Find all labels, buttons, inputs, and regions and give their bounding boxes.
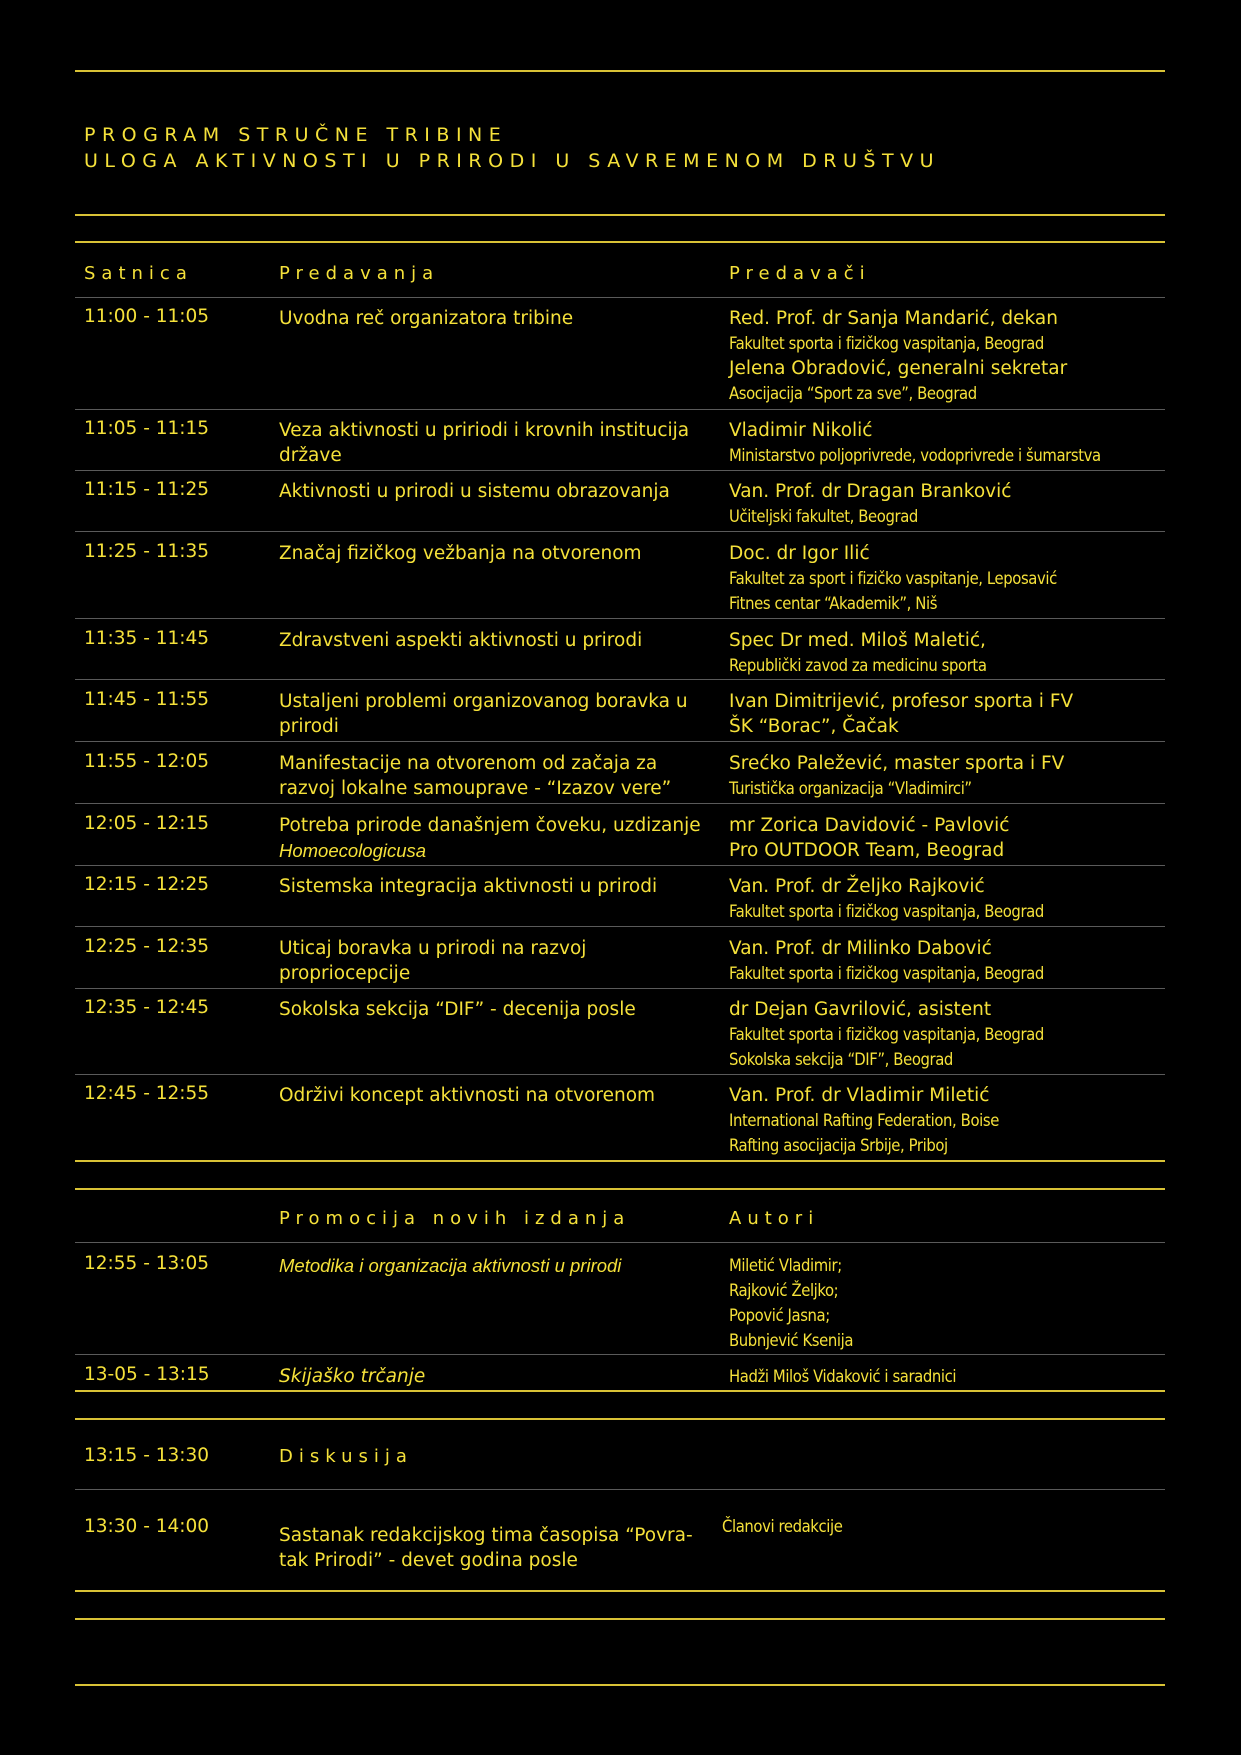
row-divider: [75, 988, 1165, 989]
row-lecture: Uticaj boravka u prirodi na razvoj propriocepcije: [279, 938, 587, 984]
row-speaker: [729, 628, 1169, 678]
row-time: 11:35 - 11:45: [84, 628, 210, 649]
row-lecture: [279, 813, 709, 864]
speaker-affiliation: Republički zavod za medicinu sporta: [729, 656, 987, 675]
row-lecture: Manifestacije na otvorenom od začaja za razvoj lokalne samouprave - “Izazov vere”: [279, 753, 672, 799]
speaker-name: dr Dejan Gavrilović, asistent: [729, 999, 992, 1020]
row-time: 12:35 - 12:45: [84, 997, 210, 1018]
row-speaker: [729, 418, 1169, 468]
speaker-name: Van. Prof. dr Vladimir Miletić: [729, 1085, 990, 1106]
row-speaker: [729, 997, 1169, 1072]
row-divider: [75, 803, 1165, 804]
lecture-italic: Homoecologicusa: [279, 840, 427, 861]
meeting-members: Članovi redakcije: [722, 1517, 843, 1536]
row-divider: [75, 679, 1165, 680]
discussion-time: 13:15 - 13:30: [84, 1445, 210, 1466]
header-speakers: Predavači: [729, 263, 871, 284]
row-divider: [75, 297, 1165, 298]
row-divider: [75, 865, 1165, 866]
lecture-text: Potreba prirode današnjem čoveku, uzdizanje: [279, 815, 701, 836]
row-speaker: [729, 936, 1169, 986]
promo-authors: [729, 1253, 1169, 1353]
speaker-affiliation: Učiteljski fakultet, Beograd: [729, 507, 918, 526]
row-time: 11:45 - 11:55: [84, 689, 210, 710]
divider: [75, 241, 1165, 243]
divider: [75, 1590, 1165, 1592]
author: Miletić Vladimir;: [729, 1256, 842, 1275]
row-time: 11:15 - 11:25: [84, 479, 210, 500]
speaker-affiliation: Fitnes centar “Akademik”, Niš: [729, 594, 938, 613]
header-time: Satnica: [84, 263, 193, 284]
row-lecture: Uvodna reč organizatora tribine: [279, 308, 574, 329]
row-divider: [75, 1489, 1165, 1490]
row-speaker: [729, 1083, 1169, 1158]
program-subtitle: ULOGA AKTIVNOSTI U PRIRODI U SAVREMENOM DRUŠTVU: [84, 150, 940, 172]
promo-time: 13-05 - 13:15: [84, 1364, 210, 1385]
speaker-name: Pro OUTDOOR Team, Beograd: [729, 840, 1005, 861]
row-lecture: Sokolska sekcija “DIF” - decenija posle: [279, 999, 636, 1020]
speaker-affiliation: Ministarstvo poljoprivrede, vodoprivrede i šumarstva: [729, 446, 1101, 465]
speaker-name: Van. Prof. dr Milinko Dabović: [729, 938, 992, 959]
row-divider: [75, 618, 1165, 619]
row-lecture: Veza aktivnosti u pririodi i krovnih institucija države: [279, 420, 690, 466]
promo-time: 12:55 - 13:05: [84, 1253, 210, 1274]
row-divider: [75, 1074, 1165, 1075]
row-divider: [75, 1242, 1165, 1243]
speaker-name: Red. Prof. dr Sanja Mandarić, dekan: [729, 308, 1058, 329]
row-time: 11:05 - 11:15: [84, 418, 210, 439]
author: Popović Jasna;: [729, 1306, 830, 1325]
author: Bubnjević Ksenija: [729, 1331, 854, 1350]
row-lecture: Aktivnosti u prirodi u sistemu obrazovanja: [279, 481, 670, 502]
meeting-title: Sastanak redakcijskog tima časopisa “Povra-tak Prirodi” - devet godina posle: [279, 1525, 693, 1571]
divider: [75, 1160, 1165, 1162]
divider: [75, 1418, 1165, 1420]
speaker-name: Doc. dr Igor Ilić: [729, 543, 870, 564]
row-speaker: [729, 541, 1169, 616]
row-time: 12:45 - 12:55: [84, 1083, 210, 1104]
row-speaker: [729, 306, 1169, 406]
speaker-name: Srećko Paležević, master sporta i FV: [729, 753, 1065, 774]
row-divider: [75, 1354, 1165, 1355]
row-time: 12:15 - 12:25: [84, 874, 210, 895]
speaker-affiliation: International Rafting Federation, Boise: [729, 1111, 999, 1130]
header-promo: Promocija novih izdanja: [279, 1208, 631, 1229]
header-authors: Autori: [729, 1208, 820, 1229]
speaker-name: Ivan Dimitrijević, profesor sporta i FV: [729, 691, 1074, 712]
row-time: 12:05 - 12:15: [84, 813, 210, 834]
row-divider: [75, 926, 1165, 927]
meeting-who: [722, 1514, 1162, 1539]
author: Hadži Miloš Vidaković i saradnici: [729, 1367, 957, 1386]
speaker-affiliation: Turistička organizacija “Vladimirci”: [729, 779, 972, 798]
row-divider: [75, 741, 1165, 742]
row-lecture: Održivi koncept aktivnosti na otvorenom: [279, 1085, 656, 1106]
speaker-affiliation: Fakultet sporta i fizičkog vaspitanja, Beograd: [729, 964, 1044, 983]
speaker-affiliation: Fakultet sporta i fizičkog vaspitanja, Beograd: [729, 902, 1044, 921]
speaker-affiliation: Fakultet sporta i fizičkog vaspitanja, Beograd: [729, 334, 1044, 353]
speaker-affiliation: Sokolska sekcija “DIF”, Beograd: [729, 1050, 953, 1069]
speaker-name: mr Zorica Davidović - Pavlović: [729, 815, 1010, 836]
speaker-name: Spec Dr med. Miloš Maletić,: [729, 630, 986, 651]
header-lectures: Predavanja: [279, 263, 440, 284]
row-lecture: Ustaljeni problemi organizovanog boravka u prirodi: [279, 691, 688, 737]
speaker-affiliation: Rafting asocijacija Srbije, Priboj: [729, 1136, 948, 1155]
divider: [75, 1390, 1165, 1392]
author: Rajković Željko;: [729, 1281, 839, 1300]
row-speaker: [729, 479, 1169, 529]
row-lecture: Značaj fizičkog vežbanja na otvorenom: [279, 543, 642, 564]
meeting-time: 13:30 - 14:00: [84, 1516, 210, 1537]
row-time: 11:25 - 11:35: [84, 541, 210, 562]
promo-title: Skijaško trčanje: [279, 1366, 426, 1387]
row-time: 11:55 - 12:05: [84, 751, 210, 772]
divider: [75, 1618, 1165, 1620]
speaker-affiliation: Asocijacija “Sport za sve”, Beograd: [729, 384, 977, 403]
promo-title: Metodika i organizacija aktivnosti u prirodi: [279, 1255, 622, 1276]
promo-authors: [729, 1364, 1169, 1389]
row-speaker: [729, 874, 1169, 924]
divider: [75, 1188, 1165, 1190]
row-lecture: Zdravstveni aspekti aktivnosti u prirodi: [279, 630, 643, 651]
row-time: 11:00 - 11:05: [84, 306, 210, 327]
row-time: 12:25 - 12:35: [84, 936, 210, 957]
row-divider: [75, 470, 1165, 471]
speaker-name: ŠK “Borac”, Čačak: [729, 716, 899, 737]
row-divider: [75, 409, 1165, 410]
divider: [75, 70, 1165, 72]
divider: [75, 1684, 1165, 1686]
speaker-name: Vladimir Nikolić: [729, 420, 873, 441]
row-lecture: Sistemska integracija aktivnosti u prirodi: [279, 876, 658, 897]
row-speaker: [729, 689, 1169, 739]
row-speaker: [729, 813, 1169, 863]
program-title: PROGRAM STRUČNE TRIBINE: [84, 124, 508, 146]
row-speaker: [729, 751, 1169, 801]
row-divider: [75, 531, 1165, 532]
speaker-affiliation: Fakultet za sport i fizičko vaspitanje, Leposavić: [729, 569, 1057, 588]
discussion-label: Diskusija: [279, 1446, 413, 1467]
speaker-name: Van. Prof. dr Dragan Branković: [729, 481, 1012, 502]
speaker-name: Jelena Obradović, generalni sekretar: [729, 358, 1068, 379]
speaker-affiliation: Fakultet sporta i fizičkog vaspitanja, Beograd: [729, 1025, 1044, 1044]
divider: [75, 214, 1165, 216]
speaker-name: Van. Prof. dr Željko Rajković: [729, 876, 985, 897]
